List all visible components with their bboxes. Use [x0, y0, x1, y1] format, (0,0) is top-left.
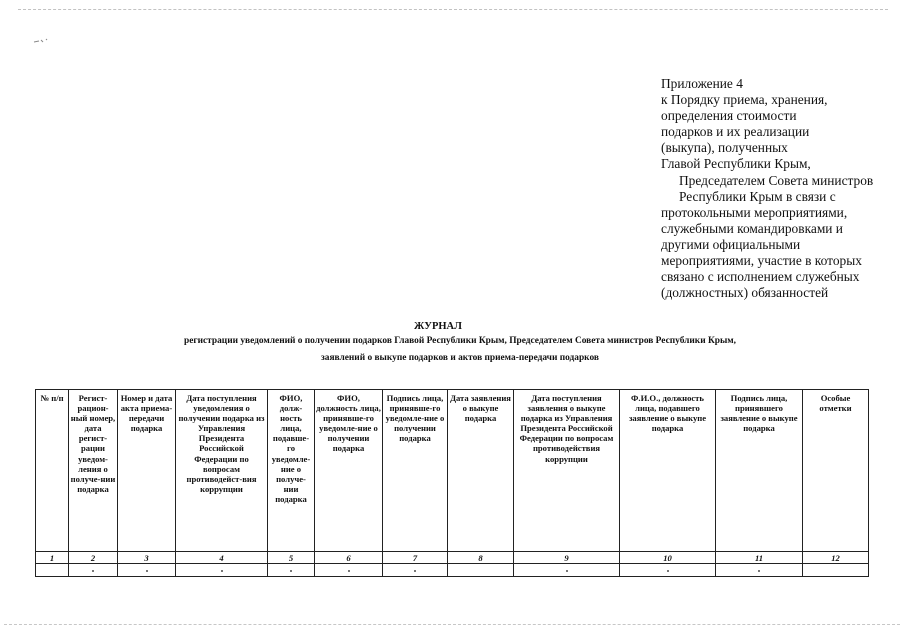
appendix-line: Приложение 4 [661, 76, 743, 91]
journal-subtitle: регистрации уведомлений о получении подарков Главой Республики Крым, Председателем Совета министров Республики Крым, [183, 336, 737, 346]
column-header: № п/п [36, 390, 69, 552]
appendix-line: (должностных) обязанностей [661, 285, 829, 301]
journal-table [35, 389, 869, 577]
appendix-line: (выкупа), полученных [661, 140, 788, 156]
scan-speck-icon [32, 36, 54, 46]
column-number: 10 [620, 552, 716, 564]
column-header: Дата поступления заявления о выкупе подарка из Управления Президента Российской Федерации по вопросам противодействия коррупции [514, 390, 620, 552]
column-number: 9 [514, 552, 620, 564]
table-cell [268, 564, 315, 577]
column-header: ФИО, долж-ность лица, подавше-го уведомле-ние о получе-нии подарка [268, 390, 315, 552]
table-cell [176, 564, 268, 577]
column-number: 3 [118, 552, 176, 564]
appendix-line: мероприятиями, участие в которых [661, 253, 862, 269]
appendix-line: Главой Республики Крым, [661, 156, 811, 172]
column-number: 8 [448, 552, 514, 564]
table-row [36, 564, 869, 577]
table-cell [803, 564, 869, 577]
column-number: 11 [716, 552, 803, 564]
column-header: ФИО, должность лица, принявше-го уведомле-ние о получении подарка [315, 390, 383, 552]
appendix-line: другими официальными [661, 236, 801, 252]
column-header: Регист-рацион-ный номер, дата регист-рации уведом-ления о получе-нии подарка [69, 390, 118, 552]
appendix-line: подарков и их реализации [661, 124, 810, 140]
column-number-row [36, 552, 869, 564]
appendix-line: Председателем Совета министров [679, 172, 874, 188]
column-number: 4 [176, 552, 268, 564]
table-cell [315, 564, 383, 577]
appendix-line: служебными командировками и [661, 220, 843, 236]
table-cell [448, 564, 514, 577]
column-number: 2 [69, 552, 118, 564]
table-cell [514, 564, 620, 577]
scan-edge-bottom [4, 624, 900, 625]
appendix-note [661, 76, 901, 301]
table-cell [620, 564, 716, 577]
appendix-line: определения стоимости [661, 108, 797, 124]
table-cell [383, 564, 448, 577]
appendix-line: протокольными мероприятиями, [661, 204, 848, 220]
column-number: 7 [383, 552, 448, 564]
column-header: Номер и дата акта приема-передачи подарка [118, 390, 176, 552]
column-header: Подпись лица, принявше-го уведомле-ние о получении подарка [383, 390, 448, 552]
scan-edge-top [18, 9, 888, 10]
journal-title: ЖУРНАЛ [414, 321, 462, 332]
column-header: Дата заявления о выкупе подарка [448, 390, 514, 552]
column-number: 6 [315, 552, 383, 564]
column-header: Дата поступления уведомления о получении подарка из Управления Президента Российской Федерации по вопросам противодейст-вия коррупции [176, 390, 268, 552]
column-header: Подпись лица, принявшего заявление о выкупе подарка [716, 390, 803, 552]
appendix-line: Республики Крым в связи с [679, 188, 836, 204]
table-header-row [36, 390, 869, 552]
column-number: 5 [268, 552, 315, 564]
column-number: 12 [803, 552, 869, 564]
table-cell [118, 564, 176, 577]
appendix-line: к Порядку приема, хранения, [661, 92, 828, 108]
appendix-line: связано с исполнением служебных [661, 269, 860, 285]
journal-subtitle-continued: заявлений о выкупе подарков и актов приема-передачи подарков [321, 353, 599, 363]
table-cell [69, 564, 118, 577]
column-number: 1 [36, 552, 69, 564]
column-header: Особые отметки [803, 390, 869, 552]
column-header: Ф.И.О., должность лица, подавшего заявление о выкупе подарка [620, 390, 716, 552]
table-cell [716, 564, 803, 577]
table-cell [36, 564, 69, 577]
